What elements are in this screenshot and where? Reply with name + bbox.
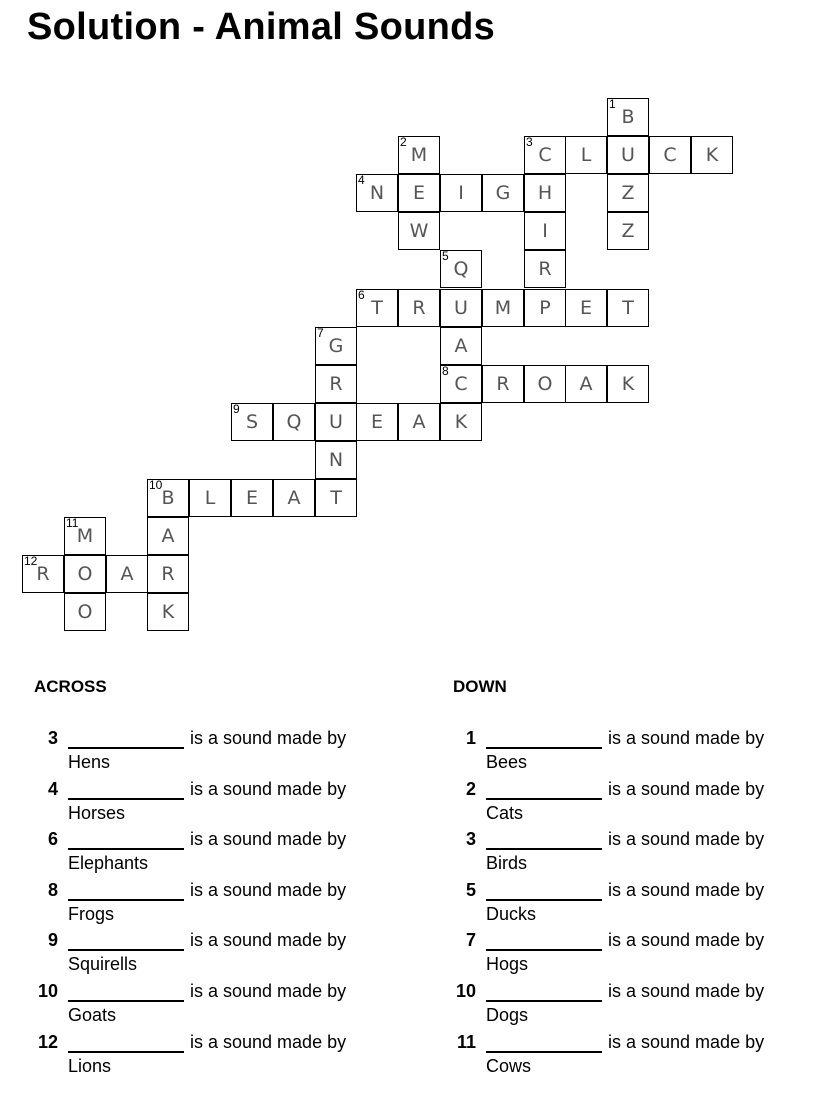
grid-cell	[398, 174, 440, 212]
grid-cell	[440, 327, 482, 365]
down-clue	[450, 779, 810, 829]
clue-text: is a sound made by	[190, 930, 347, 951]
clue-number: 7	[465, 930, 476, 951]
cell-letter: A	[161, 525, 175, 547]
across-clue	[32, 880, 392, 930]
clue-number: 11	[66, 516, 79, 530]
grid-cell	[440, 403, 482, 441]
cell-letter: K	[621, 373, 635, 395]
cell-letter: A	[579, 373, 593, 395]
cell-letter: R	[161, 563, 175, 585]
cell-letter: R	[36, 563, 50, 585]
grid-cell	[315, 479, 357, 517]
across-clue	[32, 728, 392, 778]
grid-cell	[524, 365, 566, 403]
grid-cell	[398, 403, 440, 441]
grid-cell	[524, 136, 566, 174]
down-clue	[450, 930, 810, 980]
clue-number: 10	[37, 981, 58, 1001]
cell-letter: Q	[286, 411, 302, 433]
grid-cell	[315, 441, 357, 479]
answer-blank	[68, 1051, 184, 1053]
clue-text: is a sound made by	[608, 778, 765, 799]
clue-number: 9	[233, 402, 240, 416]
clue-animal: Horses	[68, 802, 126, 823]
cell-letter: R	[412, 297, 426, 319]
clue-text: is a sound made by	[190, 879, 347, 900]
down-clue	[450, 728, 810, 778]
cell-letter: G	[328, 335, 344, 357]
cell-letter: W	[409, 220, 429, 242]
grid-cell	[524, 174, 566, 212]
grid-cell	[524, 212, 566, 250]
clue-animal: Ducks	[486, 903, 537, 924]
answer-blank	[486, 848, 602, 850]
grid-cell	[607, 365, 649, 403]
clue-text: is a sound made by	[608, 728, 765, 748]
answer-blank	[68, 798, 184, 800]
cell-letter: L	[580, 144, 592, 166]
clue-number: 4	[358, 173, 365, 187]
cell-letter: N	[369, 182, 385, 204]
down-clue	[450, 981, 810, 1031]
grid-cell	[189, 479, 231, 517]
grid-cell	[147, 555, 189, 593]
cell-letter: M	[494, 297, 512, 319]
cell-letter: O	[537, 373, 553, 395]
clue-animal: Squirells	[68, 954, 138, 975]
clue-number: 7	[317, 326, 324, 340]
clue-animal: Frogs	[68, 903, 115, 924]
cell-letter: A	[287, 487, 301, 509]
grid-cell	[607, 289, 649, 327]
clue-text: is a sound made by	[608, 829, 765, 850]
grid-cell	[440, 250, 482, 288]
grid-cell	[64, 593, 106, 631]
clue-text: is a sound made by	[190, 1031, 347, 1052]
clue-text: is a sound made by	[190, 829, 347, 850]
cell-letter: A	[120, 563, 134, 585]
cell-letter: C	[538, 144, 552, 166]
grid-cell	[273, 403, 315, 441]
grid-cell	[315, 365, 357, 403]
across-clue	[32, 1032, 392, 1082]
cell-letter: N	[328, 449, 344, 471]
cell-letter: R	[496, 373, 510, 395]
across-clue	[32, 829, 392, 879]
clue-text: is a sound made by	[190, 728, 347, 748]
cell-letter: O	[77, 601, 93, 623]
grid-cell	[356, 403, 398, 441]
clue-number: 3	[47, 728, 58, 748]
clue-animal: Hens	[68, 752, 111, 772]
answer-blank	[486, 1000, 602, 1002]
cell-letter: T	[330, 487, 342, 509]
clue-number: 1	[465, 728, 476, 748]
grid-cell	[607, 174, 649, 212]
clue-animal: Lions	[68, 1055, 112, 1076]
grid-cell	[482, 174, 524, 212]
clue-text: is a sound made by	[190, 981, 347, 1001]
cell-letter: T	[371, 297, 383, 319]
cell-letter: R	[329, 373, 343, 395]
clue-text: is a sound made by	[190, 778, 347, 799]
clue-text: is a sound made by	[608, 930, 765, 951]
grid-cell	[649, 136, 691, 174]
cell-letter: B	[161, 487, 175, 509]
cell-letter: K	[161, 601, 175, 623]
grid-cell	[440, 174, 482, 212]
grid-cell	[147, 479, 189, 517]
cell-letter: C	[454, 373, 468, 395]
grid-cell	[106, 555, 148, 593]
clue-animal: Cats	[486, 802, 524, 823]
cell-letter: H	[537, 182, 553, 204]
grid-cell	[315, 403, 357, 441]
clue-number: 3	[526, 135, 533, 149]
clue-animal: Goats	[68, 1005, 117, 1025]
page-title: Solution - Animal Sounds	[27, 6, 496, 48]
cell-letter: T	[622, 297, 634, 319]
grid-cell	[22, 555, 64, 593]
clue-number: 5	[465, 879, 476, 900]
cell-letter: K	[454, 411, 468, 433]
clue-number: 9	[47, 930, 58, 951]
answer-blank	[486, 949, 602, 951]
grid-cell	[691, 136, 733, 174]
cell-letter: C	[663, 144, 677, 166]
answer-blank	[486, 747, 602, 749]
grid-cell	[398, 136, 440, 174]
grid-cell	[440, 365, 482, 403]
clue-animal: Birds	[486, 853, 528, 874]
clue-number: 4	[47, 778, 58, 799]
grid-cell	[565, 136, 607, 174]
cell-letter: U	[621, 144, 635, 166]
answer-blank	[68, 848, 184, 850]
clue-number: 11	[456, 1031, 476, 1052]
cell-letter: U	[329, 411, 343, 433]
grid-cell	[440, 289, 482, 327]
clue-number: 2	[465, 778, 476, 799]
cell-letter: M	[410, 144, 428, 166]
cell-letter: I	[542, 220, 548, 242]
clue-animal: Hogs	[486, 954, 529, 975]
answer-blank	[68, 949, 184, 951]
clue-animal: Dogs	[486, 1005, 529, 1025]
grid-cell	[607, 136, 649, 174]
grid-cell	[565, 365, 607, 403]
cell-letter: S	[245, 411, 259, 433]
down-clue	[450, 829, 810, 879]
answer-blank	[68, 747, 184, 749]
grid-cell	[356, 289, 398, 327]
grid-cell	[315, 327, 357, 365]
grid-cell	[398, 289, 440, 327]
grid-cell	[147, 593, 189, 631]
clue-number: 6	[47, 829, 58, 850]
clue-animal: Elephants	[68, 853, 149, 874]
cell-letter: E	[579, 297, 592, 319]
answer-blank	[486, 899, 602, 901]
clue-text: is a sound made by	[608, 1031, 765, 1052]
clue-number: 3	[465, 829, 476, 850]
cell-letter: E	[245, 487, 258, 509]
clue-text: is a sound made by	[608, 981, 765, 1001]
grid-cell	[482, 289, 524, 327]
grid-cell	[147, 517, 189, 555]
grid-cell	[64, 555, 106, 593]
answer-blank	[68, 1000, 184, 1002]
cell-letter: K	[705, 144, 719, 166]
cell-letter: E	[412, 182, 425, 204]
across-heading: ACROSS	[34, 677, 107, 696]
grid-cell	[273, 479, 315, 517]
cell-letter: B	[621, 106, 635, 128]
cell-letter: M	[76, 525, 94, 547]
grid-cell	[482, 365, 524, 403]
clue-number: 10	[149, 478, 163, 492]
cell-letter: E	[370, 411, 383, 433]
clue-number: 8	[47, 879, 58, 900]
across-clue	[32, 779, 392, 829]
across-clue	[32, 981, 392, 1031]
grid-cell	[356, 174, 398, 212]
clue-text: is a sound made by	[608, 879, 765, 900]
down-clue	[450, 880, 810, 930]
cell-letter: A	[412, 411, 426, 433]
answer-blank	[486, 798, 602, 800]
cell-letter: U	[454, 297, 468, 319]
grid-cell	[607, 98, 649, 136]
answer-blank	[68, 899, 184, 901]
clue-number: 12	[24, 554, 38, 568]
down-heading: DOWN	[453, 677, 507, 696]
answer-blank	[486, 1051, 602, 1053]
across-clue	[32, 930, 392, 980]
clue-number: 1	[609, 97, 616, 111]
grid-cell	[231, 403, 273, 441]
clue-number: 12	[37, 1031, 58, 1052]
grid-cell	[231, 479, 273, 517]
cell-letter: Z	[621, 182, 635, 204]
clue-number: 5	[442, 249, 449, 263]
grid-cell	[398, 212, 440, 250]
clue-animal: Cows	[486, 1055, 532, 1076]
cell-letter: Z	[621, 220, 635, 242]
clue-number: 6	[358, 288, 365, 302]
grid-cell	[64, 517, 106, 555]
grid-cell	[524, 289, 566, 327]
grid-cell	[607, 212, 649, 250]
clue-number: 2	[400, 135, 407, 149]
clue-animal: Bees	[486, 752, 528, 772]
grid-cell	[524, 250, 566, 288]
cell-letter: I	[458, 182, 464, 204]
cell-letter: A	[454, 335, 468, 357]
clue-number: 8	[442, 364, 449, 378]
cell-letter: Q	[453, 258, 469, 280]
clue-number: 10	[455, 981, 476, 1001]
down-clue	[450, 1032, 810, 1082]
grid-cell	[565, 289, 607, 327]
cell-letter: O	[77, 563, 93, 585]
cell-letter: G	[495, 182, 511, 204]
cell-letter: L	[204, 487, 216, 509]
cell-letter: R	[538, 258, 552, 280]
cell-letter: P	[539, 297, 551, 319]
